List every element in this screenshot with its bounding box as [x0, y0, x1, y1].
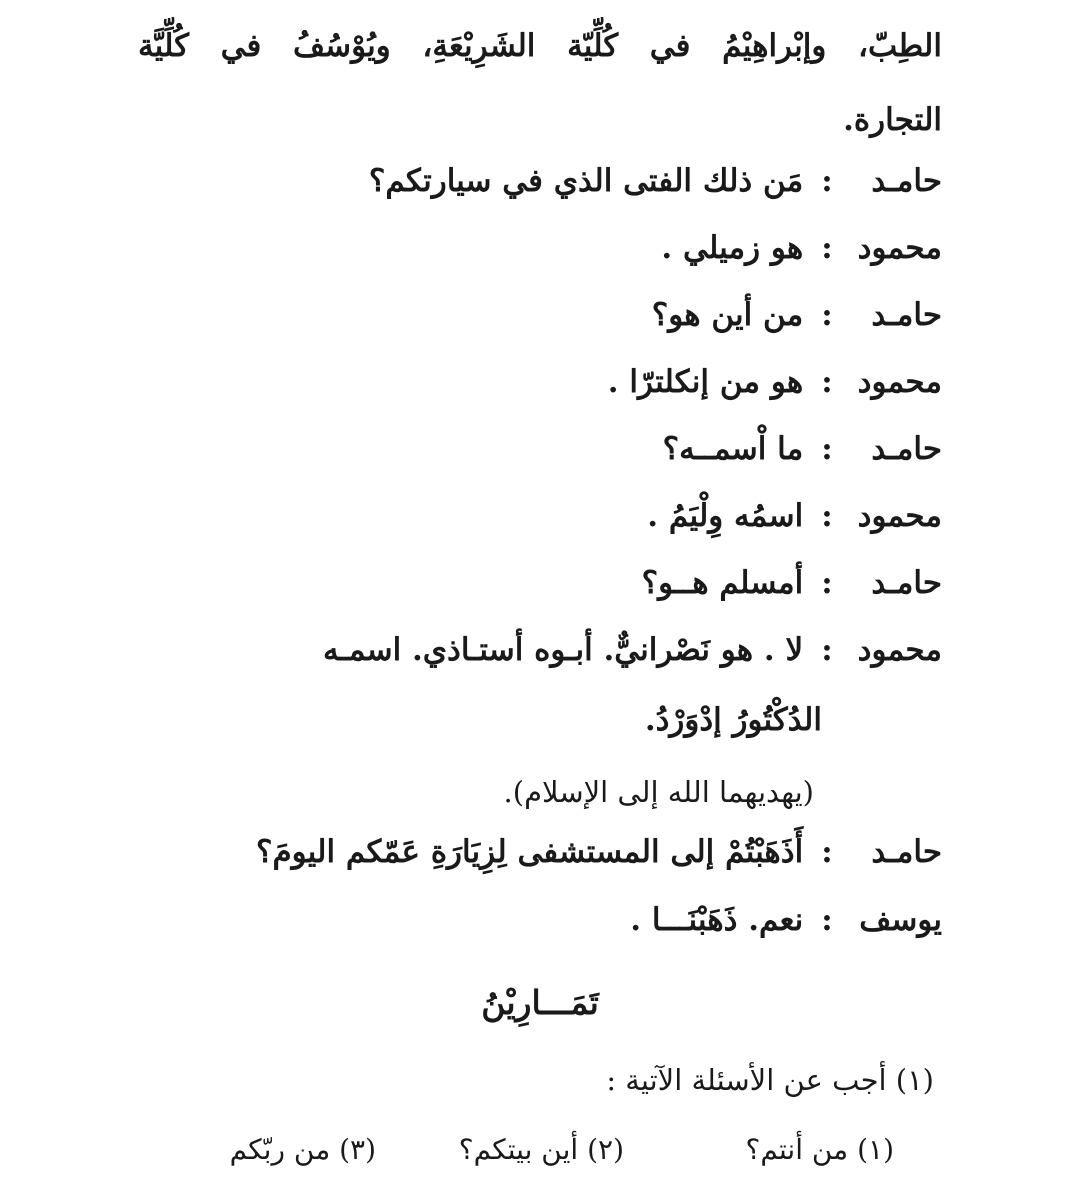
speaker-name: محمود — [857, 498, 942, 534]
speaker-name: حامـد — [871, 834, 942, 870]
dialogue-line — [256, 830, 942, 874]
speaker-colon: : — [821, 498, 833, 534]
utterance: مَن ذلك الفتى الذي في سيارتكم؟ — [368, 163, 804, 199]
speaker-name: محمود — [857, 364, 942, 400]
speaker-colon: : — [821, 230, 833, 266]
utterance: من أين هو؟ — [651, 297, 804, 333]
utterance: لا . هو نَصْرانيٌّ. أبـوه أستـاذي. اسمـه — [323, 632, 804, 668]
speaker-name: حامـد — [871, 431, 942, 467]
speaker-colon: : — [821, 297, 833, 333]
intro-line-2: التجارة. — [843, 102, 942, 138]
speaker-colon: : — [821, 364, 833, 400]
speaker-colon: : — [821, 902, 833, 938]
speaker-colon: : — [821, 163, 833, 199]
dialogue-line — [661, 226, 942, 270]
utterance: أمسلم هــو؟ — [641, 565, 804, 601]
utterance: ما اْسمــه؟ — [662, 431, 804, 467]
exercise-question: (٢) أين بيتكم؟ — [458, 1133, 624, 1166]
utterance: أَذَهَبْتُمْ إلى المستشفى لِزِيَارَةِ عَمّكم اليومَ؟ — [255, 834, 804, 870]
dialogue-line — [608, 360, 942, 404]
speaker-name: حامـد — [871, 163, 942, 199]
dialogue-line — [663, 427, 942, 471]
utterance: هو من إنكلترّا . — [607, 364, 804, 400]
exercise-question: (١) من أنتم؟ — [745, 1133, 894, 1166]
dialogue-line — [652, 293, 942, 337]
speaker-name: حامـد — [871, 297, 942, 333]
speaker-colon: : — [821, 431, 833, 467]
speaker-name: يوسف — [859, 902, 942, 938]
speaker-name: محمود — [857, 632, 942, 668]
utterance: نعم. ذَهَبْنَـــا . — [630, 902, 804, 938]
speaker-colon: : — [821, 834, 833, 870]
dialogue-line — [647, 494, 942, 538]
exercise-instruction: (١) أجب عن الأسئلة الآتية : — [606, 1063, 934, 1097]
speaker-colon: : — [821, 565, 833, 601]
speaker-name: حامـد — [871, 565, 942, 601]
dialogue-line — [369, 159, 942, 203]
dialogue-line — [630, 898, 942, 942]
dialogue-continuation: الدُكْتُورُ إدْوَرْدُ. — [644, 702, 822, 738]
exercise-question: (٣) من ربّكم — [229, 1133, 376, 1166]
dialogue-line — [323, 628, 942, 672]
dialogue-line — [642, 561, 942, 605]
parenthetical-note: (يهديهما الله إلى الإسلام). — [503, 775, 814, 809]
speaker-colon: : — [821, 632, 833, 668]
exercises-heading: تَمَـــارِيْنُ — [481, 983, 599, 1022]
utterance: اسمُه وِلْيَمُ . — [647, 498, 804, 534]
utterance: هو زميلي . — [661, 230, 804, 266]
speaker-name: محمود — [857, 230, 942, 266]
intro-line-1: الطِبّ، وإبْراهِيْمُ في كُلِّيّة الشَرِيْعَةِ، ويُوْسُفُ في كُلِّيَّة — [138, 28, 942, 64]
